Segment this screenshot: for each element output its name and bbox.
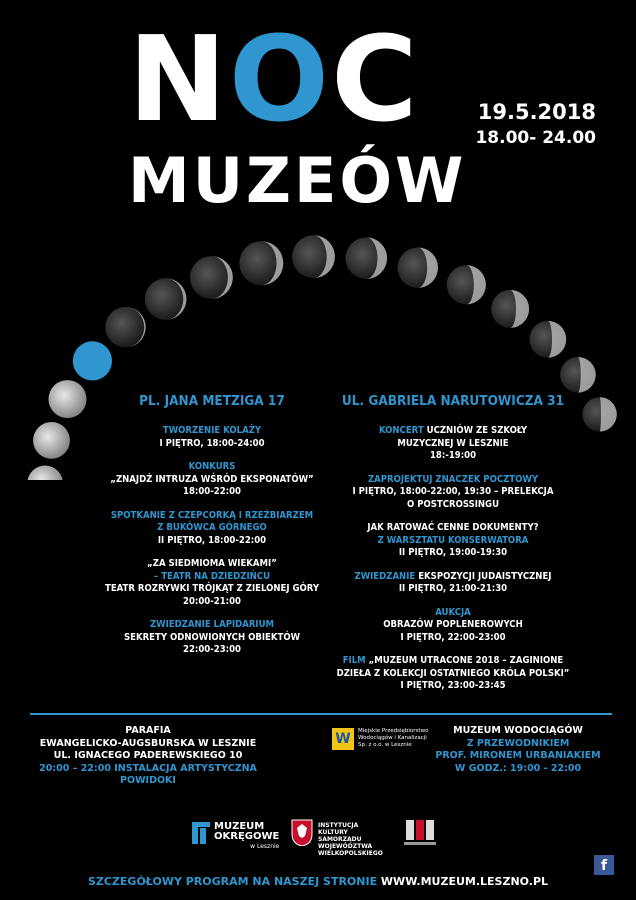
muzeum-okregowe-logo: MUZEUM OKRĘGOWE w Lesznie	[214, 821, 280, 850]
moon-phase	[73, 341, 112, 380]
left-heading: PL. JANA METZIGA 17	[139, 393, 285, 409]
right-event-2: ZAPROJEKTUJ ZNACZEK POCZTOWY I PIĘTRO, 18:00-22:00, 19:30 – PRELEKCJA O POSTCROSSINGU	[352, 473, 554, 510]
sponsor-logos	[190, 816, 450, 856]
moon-highlight	[600, 397, 617, 431]
footer-divider	[30, 713, 612, 715]
left-event-2: KONKURS „ZNAJDŹ INTRUZA WŚRÓD EKSPONATÓW” 18:00-22:00	[110, 461, 314, 497]
title-n: N	[128, 10, 229, 148]
left-event-1: TWORZENIE KOLAŻY I PIĘTRO, 18:00-24:00	[159, 425, 265, 449]
left-event-3: SPOTKANIE Z CZEPCORKĄ I RZEŹBIARZEM Z BUKÓWCA GÓRNEGO II PIĘTRO, 18:00-22:00	[110, 509, 314, 546]
moon-phase	[33, 422, 70, 459]
right-event-1: KONCERT UCZNIÓW ZE SZKOŁY MUZYCZNEJ W LESZNIE 18:-19:00	[378, 425, 528, 461]
museum-emblem-icon	[402, 816, 438, 850]
right-event-6: FILM „MUZEUM UTRACONE 2018 – ZAGINIONE DZIEŁA Z KOLEKCJI OSTATNIEGO KRÓLA POLSKI” I PIĘTRO, 23:00-23:45	[336, 655, 570, 691]
right-event-3: JAK RATOWAĆ CENNE DOKUMENTY? Z WARSZTATU KONSERWATORA II PIĘTRO, 19:00-19:30	[367, 522, 539, 558]
right-program	[328, 393, 578, 704]
eagle-crest-icon	[290, 818, 314, 846]
moon-phase	[27, 466, 63, 481]
mpwik-logo: W Miejskie Przedsiębiorstwo Wodociągów i Kanalizacji Sp. z o.o. w Lesznie	[332, 728, 442, 750]
left-event-4: „ZA SIEDMIOMA WIEKAMI” – TEATR NA DZIEDZIŃCU TEATR ROZRYWKI TRÓJKĄT Z ZIELONEJ GÓRY 20:00-21:00	[104, 558, 320, 607]
left-program	[98, 393, 326, 668]
title-c: C	[331, 10, 420, 148]
title-noc	[128, 10, 420, 148]
footer-parafia: PARAFIA EWANGELICKO-AUGSBURSKA W LESZNIE UL. IGNACEGO PADEREWSKIEGO 10 20:00 – 22:00 INSTALACJA ARTYSTYCZNA POWIDOKI	[39, 725, 257, 786]
facebook-icon[interactable]: f	[594, 855, 614, 875]
title-o: O	[228, 10, 332, 148]
footer-muzeum-wodociagow: MUZEUM WODOCIĄGÓW Z PRZEWODNIKIEM PROF. MIRONEM URBANIAKIEM W GODZ.: 19:00 - 22:00	[435, 725, 601, 774]
muzeum-okregowe-icon	[190, 820, 212, 846]
right-event-5: AUKCJA OBRAZÓW POPLENEROWYCH I PIĘTRO, 22:00-23:00	[383, 606, 523, 643]
instytucja-kultury-logo: INSTYTUCJA KULTURY SAMORZĄDU WOJEWÓDZTWA WIELKOPOLSKIEGO	[318, 822, 383, 857]
event-date: 19.5.2018	[477, 100, 596, 124]
right-event-4: ZWIEDZANIE EKSPOZYCJI JUDAISTYCZNEJ II PIĘTRO, 21:00-21:30	[354, 570, 552, 594]
moon-phase	[49, 380, 87, 418]
mpwik-logo-icon: W	[332, 728, 354, 750]
website-link[interactable]: WWW.MUZEUM.LESZNO.PL	[380, 875, 549, 888]
left-event-5: ZWIEDZANIE LAPIDARIUM SEKRETY ODNOWIONYCH OBIEKTÓW 22:00-23:00	[123, 619, 301, 655]
right-heading: UL. GABRIELA NARUTOWICZA 31	[341, 393, 565, 409]
website-line: SZCZEGÓŁOWY PROGRAM NA NASZEJ STRONIE WWW.MUZEUM.LESZNO.PL	[87, 875, 549, 888]
title-muzeow: MUZEÓW	[128, 144, 467, 217]
event-time: 18.00- 24.00	[475, 128, 596, 148]
